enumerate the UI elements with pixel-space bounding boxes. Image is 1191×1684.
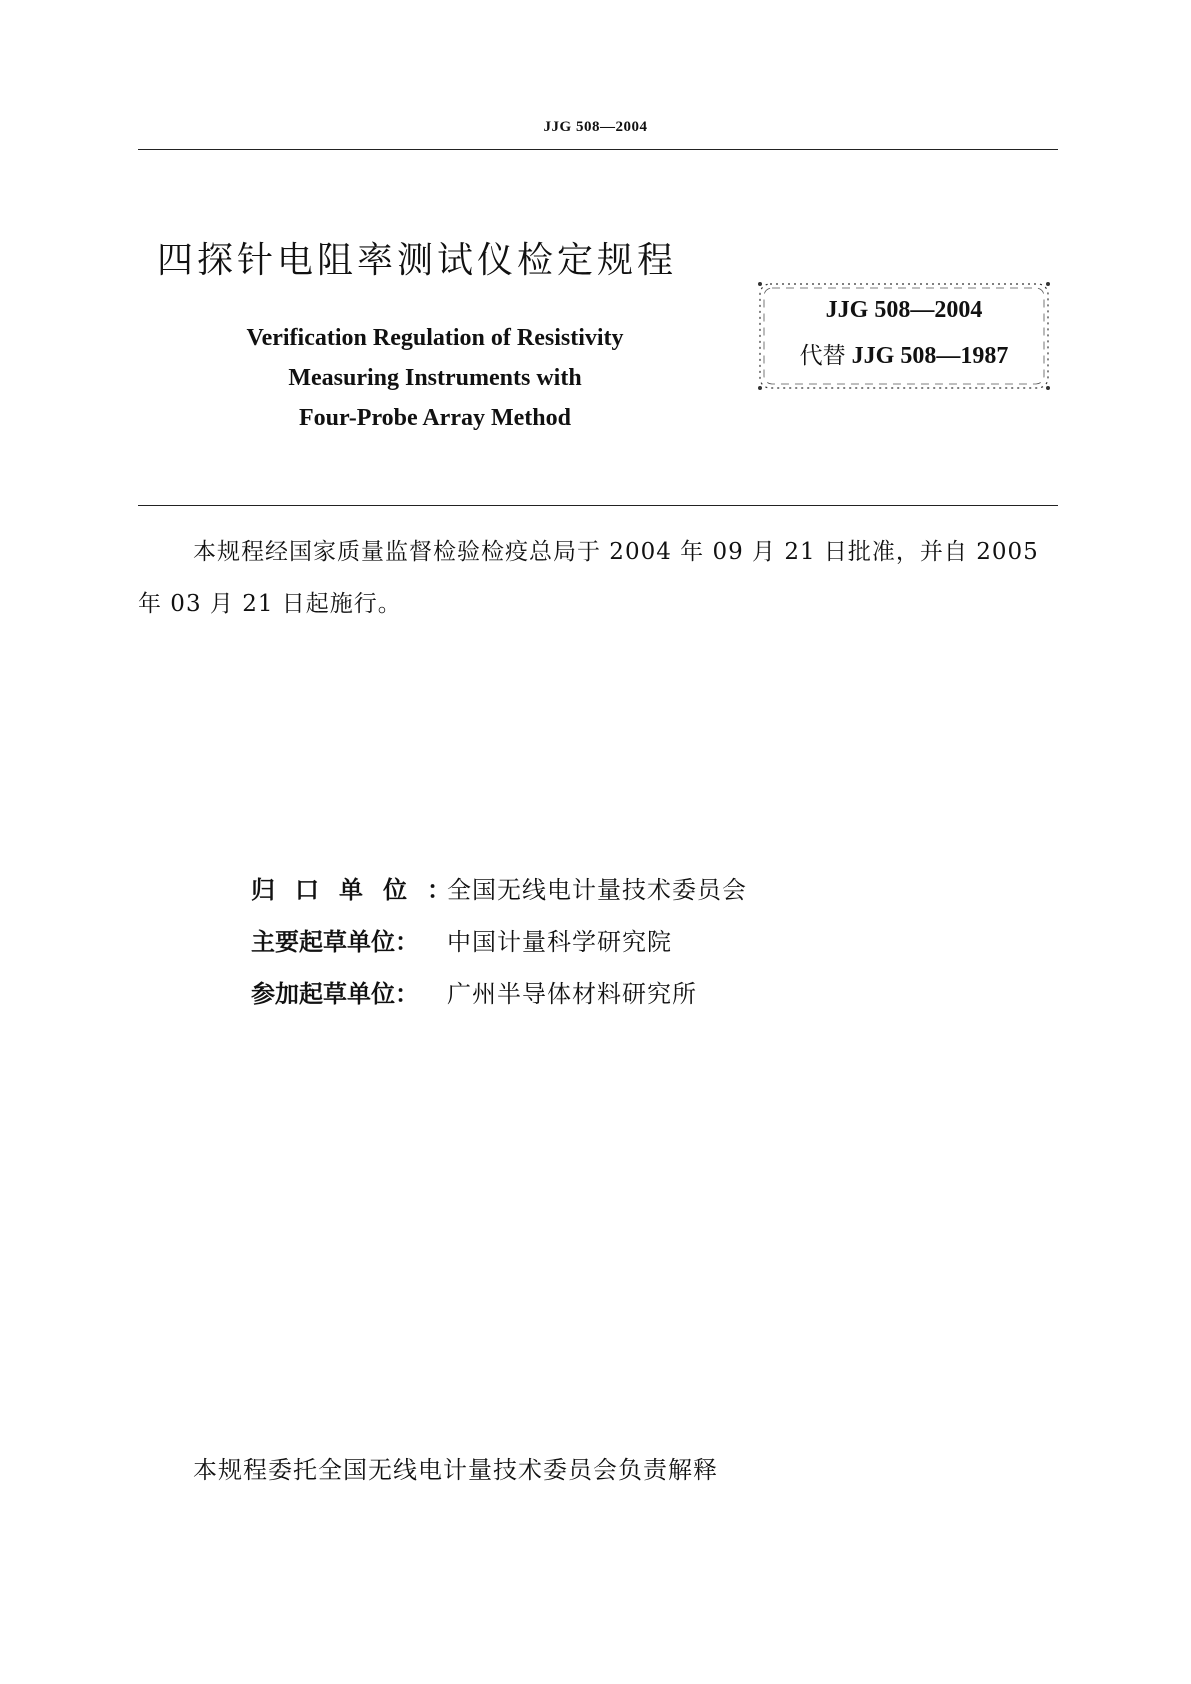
org-row-participating-drafter: [251, 974, 697, 1009]
org-value: 广州半导体材料研究所: [447, 980, 697, 1008]
org-label: 归口单位：: [251, 876, 471, 904]
approval-paragraph: 本规程经国家质量监督检验检疫总局于 2004 年 09 月 21 日批准，并自 2005 年 03 月 21 日起施行。: [138, 539, 1039, 617]
title-english: [180, 318, 690, 438]
header-rule: [138, 149, 1058, 150]
title-chinese: 四探针电阻率测试仪检定规程: [157, 240, 678, 281]
replaces-label: 代替: [799, 343, 846, 369]
title-english-line: Verification Regulation of Resistivity: [246, 325, 624, 351]
title-rule: [138, 505, 1058, 506]
code-box-replaces: [757, 337, 1051, 370]
standard-code-box: [757, 281, 1051, 391]
org-row-responsible: [251, 870, 747, 905]
title-english-line: Measuring Instruments with: [288, 365, 582, 391]
code-box-current: JJG 508—2004: [825, 297, 983, 323]
replaced-code: JJG 508—1987: [851, 343, 1009, 369]
title-english-line: Four-Probe Array Method: [299, 405, 571, 431]
org-row-main-drafter: [251, 922, 672, 957]
interpretation-note: 本规程委托全国无线电计量技术委员会负责解释: [193, 1456, 718, 1484]
org-value: 中国计量科学研究院: [447, 928, 672, 956]
header-standard-code: JJG 508—2004: [543, 119, 648, 135]
org-value: 全国无线电计量技术委员会: [447, 876, 747, 904]
org-label: 参加起草单位：: [251, 980, 419, 1008]
org-label: 主要起草单位：: [251, 928, 419, 956]
